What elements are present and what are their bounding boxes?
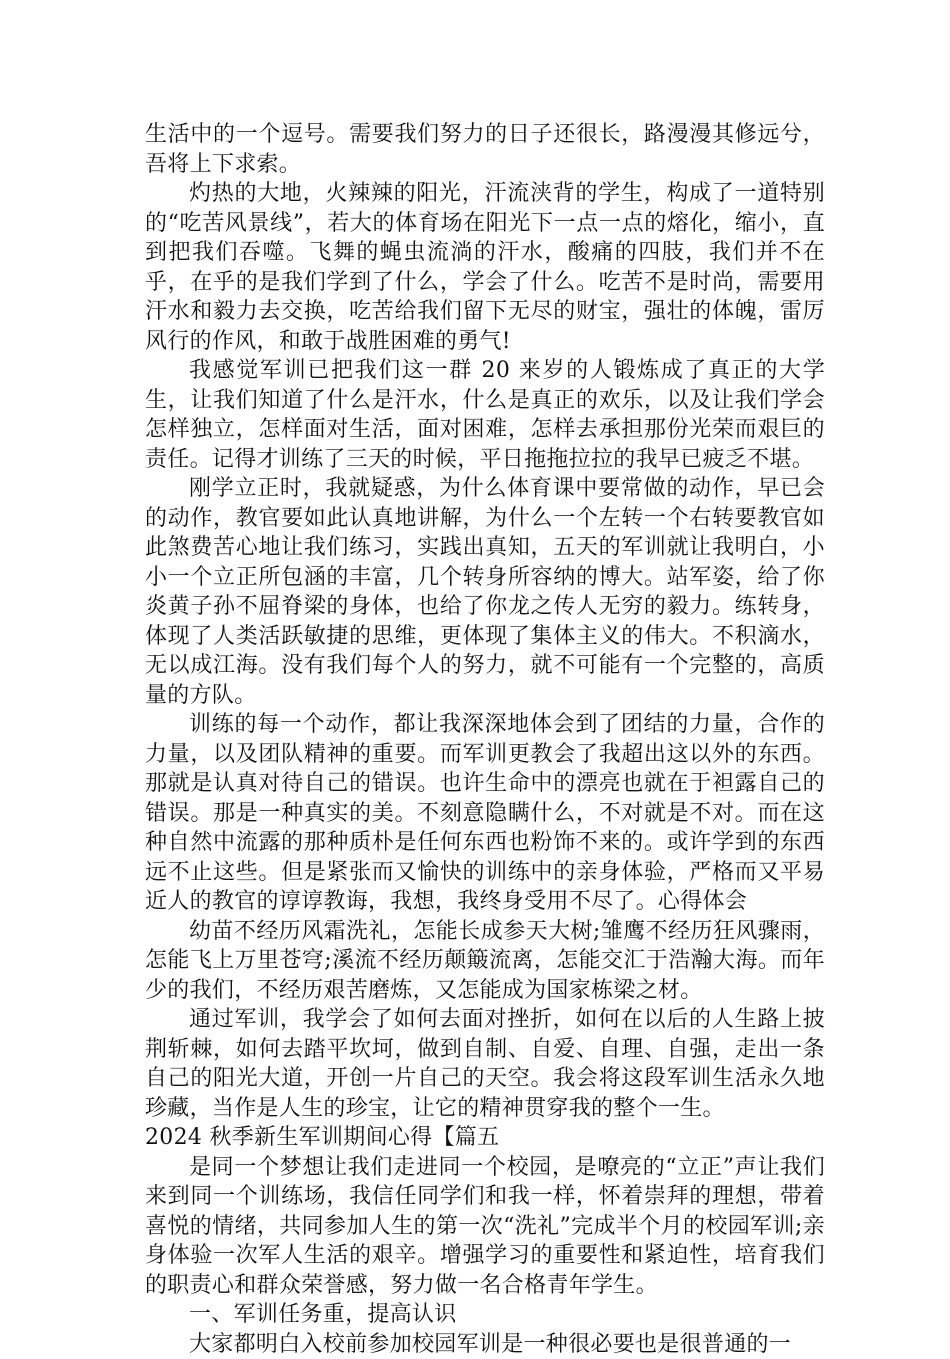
paragraph: 通过军训，我学会了如何去面对挫折，如何在以后的人生路上披荆斩棘，如何去踏平坎坷，做到自制、自爱、自理、自强，走出一条自己的阳光大道，开创一片自己的天空。我会将这段军训生活永久地珍藏，当作是人生的珍宝，让它的精神贯穿我的整个一生。 bbox=[145, 1005, 825, 1123]
section-heading: 2024 秋季新生军训期间心得【篇五 bbox=[145, 1123, 825, 1153]
paragraph: 刚学立正时，我就疑惑，为什么体育课中要常做的动作，早已会的动作，教官要如此认真地讲解，为什么一个左转一个右转要教官如此煞费苦心地让我们练习，实践出真知，五天的军训就让我明白，小小一个立正所包涵的丰富，几个转身所容纳的博大。站军姿，给了你炎黄子孙不屈脊梁的身体，也给了你龙之传人无穷的毅力。练转身，体现了人类活跃敏捷的思维，更体现了集体主义的伟大。不积滴水，无以成江海。没有我们每个人的努力，就不可能有一个完整的，高质量的方队。 bbox=[145, 474, 825, 710]
paragraph: 我感觉军训已把我们这一群 20 来岁的人锻炼成了真正的大学生，让我们知道了什么是汗水，什么是真正的欢乐，以及让我们学会怎样独立，怎样面对生活，面对困难，怎样去承担那份光荣而艰巨的责任。记得才训练了三天的时候，平日拖拖拉拉的我早已疲乏不堪。 bbox=[145, 356, 825, 474]
paragraph: 幼苗不经历风霜洗礼，怎能长成参天大树;雏鹰不经历狂风骤雨，怎能飞上万里苍穹;溪流不经历颠簸流离，怎能交汇于浩瀚大海。而年少的我们，不经历艰苦磨炼，又怎能成为国家栋梁之材。 bbox=[145, 917, 825, 1006]
paragraph: 是同一个梦想让我们走进同一个校园，是嘹亮的“立正”声让我们来到同一个训练场，我信任同学们和我一样，怀着崇拜的理想，带着喜悦的情绪，共同参加人生的第一次“洗礼”完成半个月的校园军训;亲身体验一次军人生活的艰辛。增强学习的重要性和紧迫性，培育我们的职责心和群众荣誉感，努力做一名合格青年学生。 bbox=[145, 1153, 825, 1301]
paragraph: 灼热的大地，火辣辣的阳光，汗流浃背的学生，构成了一道特别的“吃苦风景线”，若大的体育场在阳光下一点一点的熔化，缩小，直到把我们吞噬。飞舞的蝇虫流淌的汗水，酸痛的四肢，我们并不在乎，在乎的是我们学到了什么，学会了什么。吃苦不是时尚，需要用汗水和毅力去交换，吃苦给我们留下无尽的财宝，强壮的体魄，雷厉风行的作风，和敢于战胜困难的勇气! bbox=[145, 179, 825, 356]
subsection-heading: 一、军训任务重，提高认识 bbox=[145, 1300, 825, 1330]
document-body bbox=[145, 120, 825, 1359]
paragraph: 训练的每一个动作，都让我深深地体会到了团结的力量，合作的力量，以及团队精神的重要。而军训更教会了我超出这以外的东西。那就是认真对待自己的错误。也许生命中的漂亮也就在于袒露自己的错误。那是一种真实的美。不刻意隐瞒什么，不对就是不对。而在这种自然中流露的那种质朴是任何东西也粉饰不来的。或许学到的东西远不止这些。但是紧张而又愉快的训练中的亲身体验，严格而又平易近人的教官的谆谆教诲，我想，我终身受用不尽了。心得体会 bbox=[145, 710, 825, 917]
paragraph: 生活中的一个逗号。需要我们努力的日子还很长，路漫漫其修远兮，吾将上下求索。 bbox=[145, 120, 825, 179]
paragraph: 大家都明白入校前参加校园军训是一种很必要也是很普通的一 bbox=[145, 1330, 825, 1359]
